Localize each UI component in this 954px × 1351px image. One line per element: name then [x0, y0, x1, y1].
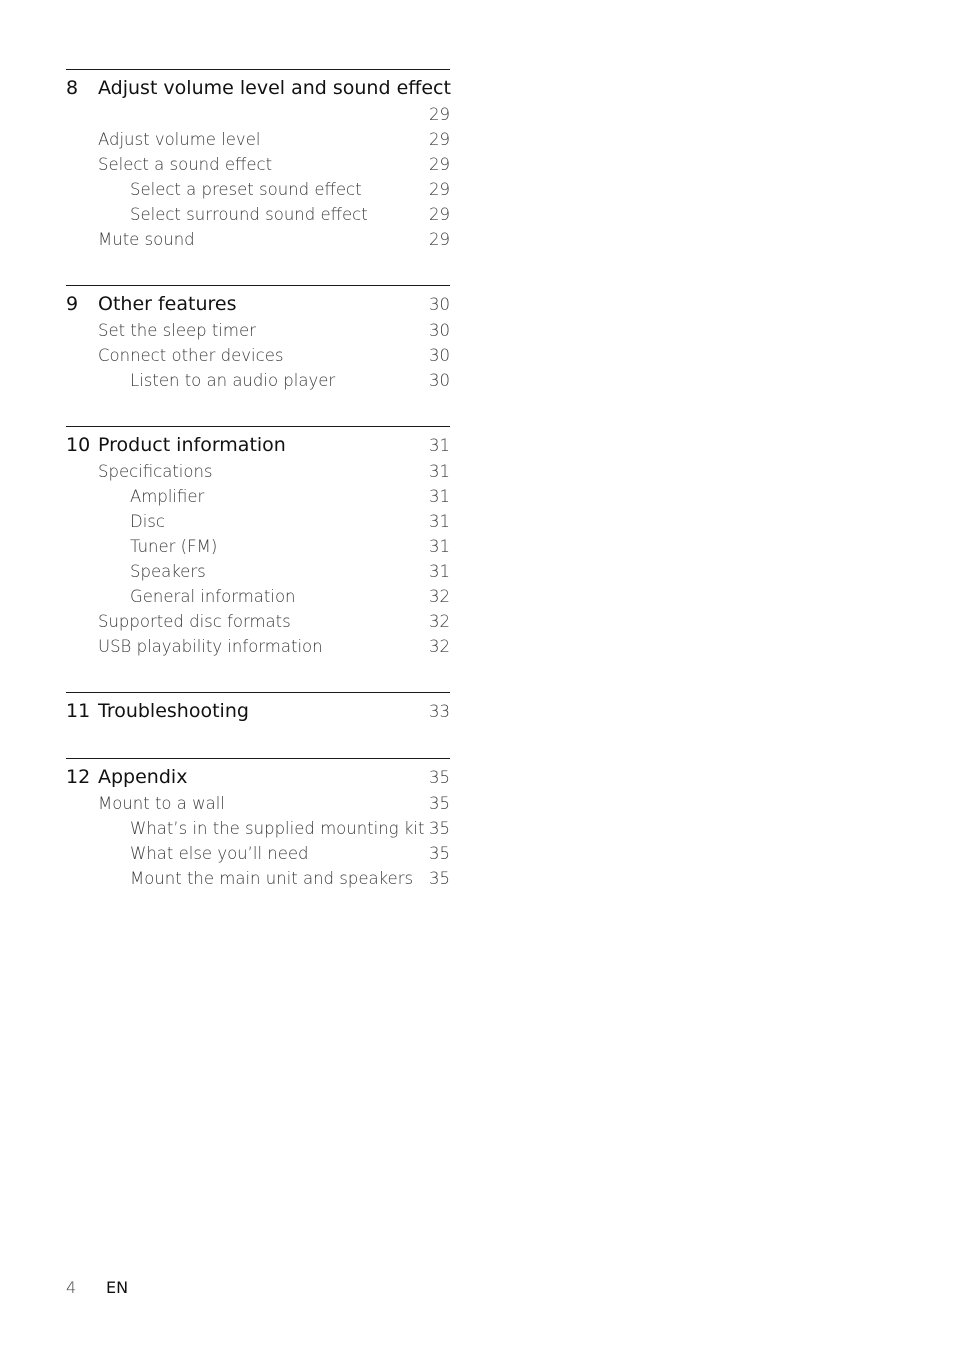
- section-number: 8: [66, 77, 79, 99]
- section-page-number: 35: [429, 768, 450, 787]
- entry-page-number: 31: [429, 487, 450, 506]
- section-number: 9: [66, 293, 79, 315]
- entry-label: Select a preset sound effect: [130, 180, 362, 199]
- toc-subentry[interactable]: [66, 841, 450, 866]
- entry-page-number: 31: [429, 537, 450, 556]
- toc-subentry[interactable]: [66, 559, 450, 584]
- section-title: Adjust volume level and sound effect: [98, 77, 451, 99]
- entry-page-number: 29: [429, 180, 450, 199]
- toc-entry[interactable]: [66, 227, 450, 252]
- entry-label: Speakers: [130, 562, 206, 581]
- section-heading[interactable]: [66, 431, 450, 459]
- section-heading[interactable]: [66, 74, 450, 102]
- section-page-number: 29: [429, 105, 450, 124]
- toc-subentry[interactable]: [66, 816, 450, 841]
- entry-label: Specifications: [98, 462, 213, 481]
- entry-label: What’s in the supplied mounting kit: [130, 819, 425, 838]
- section-page-number: 30: [429, 295, 450, 314]
- toc-entry[interactable]: [66, 609, 450, 634]
- toc-entry[interactable]: [66, 634, 450, 659]
- entry-page-number: 30: [429, 346, 450, 365]
- section-title: Troubleshooting: [98, 700, 249, 722]
- section-heading[interactable]: [66, 763, 450, 791]
- entry-page-number: 32: [429, 587, 450, 606]
- entry-label: Disc: [130, 512, 165, 531]
- entry-page-number: 29: [429, 130, 450, 149]
- entry-page-number: 31: [429, 562, 450, 581]
- entry-label: Supported disc formats: [98, 612, 291, 631]
- section-heading[interactable]: [66, 697, 450, 725]
- toc-entry[interactable]: [66, 459, 450, 484]
- toc-entry[interactable]: [66, 127, 450, 152]
- entry-page-number: 35: [429, 819, 450, 838]
- entry-page-number: 30: [429, 321, 450, 340]
- toc-entry[interactable]: [66, 343, 450, 368]
- entry-page-number: 29: [429, 230, 450, 249]
- section-title: Product information: [98, 434, 286, 456]
- table-of-contents: [66, 69, 450, 924]
- entry-page-number: 30: [429, 371, 450, 390]
- entry-label: Tuner (FM): [130, 537, 218, 556]
- toc-section: [66, 692, 450, 725]
- entry-label: Listen to an audio player: [130, 371, 336, 390]
- toc-subentry[interactable]: [66, 866, 450, 891]
- entry-label: General information: [130, 587, 296, 606]
- toc-subentry[interactable]: [66, 368, 450, 393]
- entry-label: Adjust volume level: [98, 130, 261, 149]
- toc-entry[interactable]: [66, 791, 450, 816]
- entry-page-number: 31: [429, 462, 450, 481]
- section-title: Other features: [98, 293, 237, 315]
- entry-page-number: 29: [429, 155, 450, 174]
- entry-label: What else you’ll need: [130, 844, 309, 863]
- entry-page-number: 35: [429, 844, 450, 863]
- toc-subentry[interactable]: [66, 509, 450, 534]
- entry-page-number: 32: [429, 612, 450, 631]
- entry-label: Connect other devices: [98, 346, 284, 365]
- language-code: EN: [106, 1278, 129, 1297]
- section-number: 10: [66, 434, 91, 456]
- entry-page-number: 29: [429, 205, 450, 224]
- entry-label: Mute sound: [98, 230, 195, 249]
- page-number: 4: [66, 1278, 77, 1297]
- entry-page-number: 35: [429, 869, 450, 888]
- section-heading[interactable]: [66, 290, 450, 318]
- section-title: Appendix: [98, 766, 188, 788]
- entry-label: Set the sleep timer: [98, 321, 256, 340]
- toc-section: [66, 285, 450, 393]
- toc-subentry[interactable]: [66, 177, 450, 202]
- entry-label: Select surround sound effect: [130, 205, 368, 224]
- toc-section: [66, 758, 450, 891]
- toc-section: [66, 426, 450, 659]
- section-number: 12: [66, 766, 91, 788]
- entry-label: Mount to a wall: [98, 794, 225, 813]
- section-page-number: 31: [429, 436, 450, 455]
- toc-section: [66, 69, 450, 252]
- entry-page-number: 32: [429, 637, 450, 656]
- toc-subentry[interactable]: [66, 484, 450, 509]
- entry-page-number: 31: [429, 512, 450, 531]
- section-number: 11: [66, 700, 91, 722]
- entry-label: Amplifier: [130, 487, 205, 506]
- toc-subentry[interactable]: [66, 584, 450, 609]
- toc-entry[interactable]: [66, 318, 450, 343]
- entry-label: Select a sound effect: [98, 155, 273, 174]
- entry-label: Mount the main unit and speakers: [130, 869, 414, 888]
- entry-page-number: 35: [429, 794, 450, 813]
- toc-subentry[interactable]: [66, 202, 450, 227]
- toc-subentry[interactable]: [66, 534, 450, 559]
- entry-label: USB playability information: [98, 637, 323, 656]
- section-page-number: 33: [429, 702, 450, 721]
- toc-entry[interactable]: [66, 152, 450, 177]
- page-footer: [66, 1278, 128, 1297]
